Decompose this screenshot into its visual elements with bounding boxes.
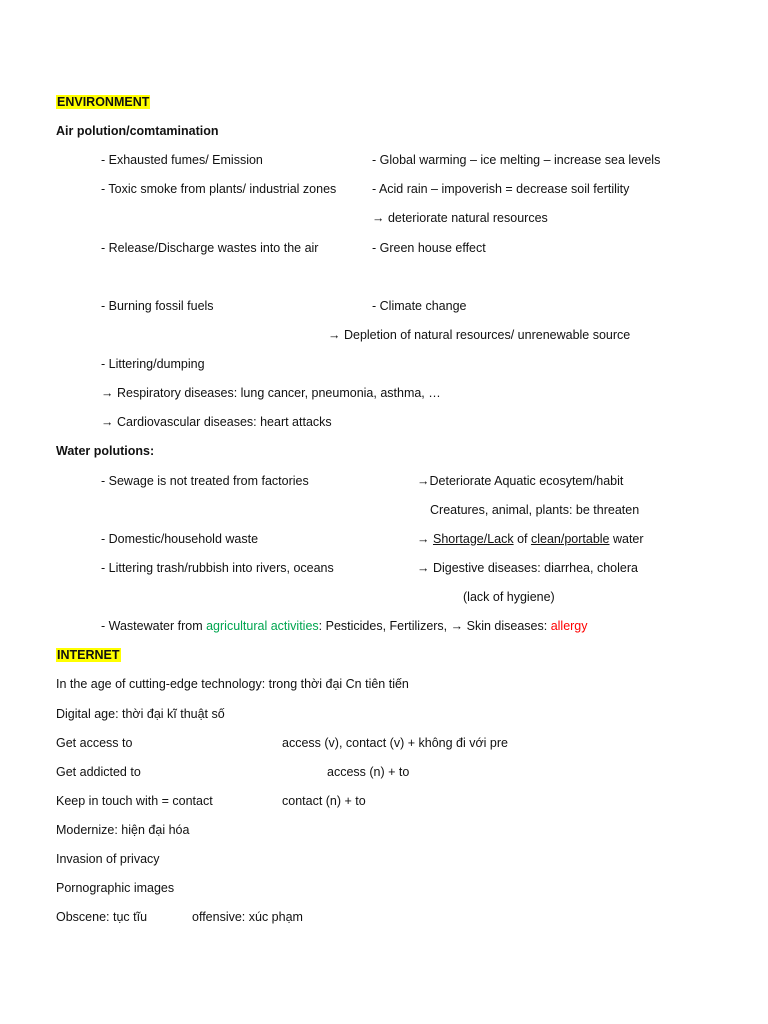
cause-littering-dumping: - Littering/dumping (101, 357, 205, 371)
effect-deteriorate-resources: → deteriorate natural resources (372, 211, 548, 225)
water-effect-hygiene: (lack of hygiene) (463, 590, 555, 604)
water-pollution-heading: Water polutions: (56, 444, 155, 458)
shortage-underlined: Shortage/Lack (432, 532, 514, 546)
wastewater-suffix: : Pesticides, Fertilizers, → Skin diseases: (318, 619, 551, 633)
air-pollution-heading: Air polution/comtamination (56, 124, 219, 138)
environment-heading-text: ENVIRONMENT (57, 95, 150, 109)
effect-depletion: → Depletion of natural resources/ unrenewable source (328, 328, 631, 342)
internet-get-addicted: Get addicted to (56, 765, 141, 779)
internet-modernize: Modernize: hiện đại hóa (56, 823, 190, 837)
water-cause-littering: - Littering trash/rubbish into rivers, oceans (101, 561, 334, 575)
water-cause-wastewater (101, 618, 588, 634)
shortage-of: of (513, 532, 531, 546)
cause-exhausted-fumes: - Exhausted fumes/ Emission (101, 153, 263, 167)
water-effect-shortage (417, 531, 644, 547)
cause-release-wastes: - Release/Discharge wastes into the air (101, 241, 319, 255)
environment-heading (56, 94, 150, 110)
effect-climate-change: - Climate change (372, 299, 467, 313)
internet-heading (56, 647, 121, 663)
cause-burning-fossil-fuels: - Burning fossil fuels (101, 299, 214, 313)
water-effect-creatures: Creatures, animal, plants: be threaten (430, 503, 640, 517)
effect-greenhouse: - Green house effect (372, 241, 486, 255)
internet-digital-age: Digital age: thời đại kĩ thuật số (56, 707, 225, 721)
effect-global-warming: - Global warming – ice melting – increase sea levels (372, 153, 661, 167)
internet-age: In the age of cutting-edge technology: trong thời đại Cn tiên tiến (56, 677, 409, 691)
disease-cardiovascular: → Cardiovascular diseases: heart attacks (101, 415, 332, 429)
shortage-water: water (609, 532, 644, 546)
water-cause-domestic: - Domestic/household waste (101, 532, 259, 546)
internet-get-access: Get access to (56, 736, 133, 750)
wastewater-prefix: - Wastewater from (101, 619, 207, 633)
disease-respiratory: → Respiratory diseases: lung cancer, pneumonia, asthma, … (101, 386, 441, 400)
wastewater-agricultural: agricultural activities (206, 619, 319, 633)
water-effect-digestive: → Digestive diseases: diarrhea, cholera (417, 561, 638, 575)
internet-heading-text: INTERNET (57, 648, 120, 662)
internet-touch-note: contact (n) + to (282, 794, 366, 808)
effect-acid-rain: - Acid rain – impoverish = decrease soil fertility (372, 182, 630, 196)
internet-obscene: Obscene: tục tĩu (56, 910, 148, 924)
cause-toxic-smoke: - Toxic smoke from plants/ industrial zones (101, 182, 337, 196)
wastewater-allergy: allergy (550, 619, 588, 633)
internet-keep-in-touch: Keep in touch with = contact (56, 794, 213, 808)
clean-underlined: clean/portable (530, 532, 610, 546)
internet-access-note: access (v), contact (v) + không đi với pre (282, 736, 508, 750)
internet-images: Pornographic images (56, 881, 175, 895)
internet-addicted-note: access (n) + to (327, 765, 410, 779)
internet-offensive: offensive: xúc phạm (192, 910, 303, 924)
shortage-arrow: → (417, 532, 433, 546)
internet-privacy: Invasion of privacy (56, 852, 160, 866)
water-cause-sewage: - Sewage is not treated from factories (101, 474, 309, 488)
water-effect-aquatic: →Deteriorate Aquatic ecosytem/habit (417, 474, 624, 488)
